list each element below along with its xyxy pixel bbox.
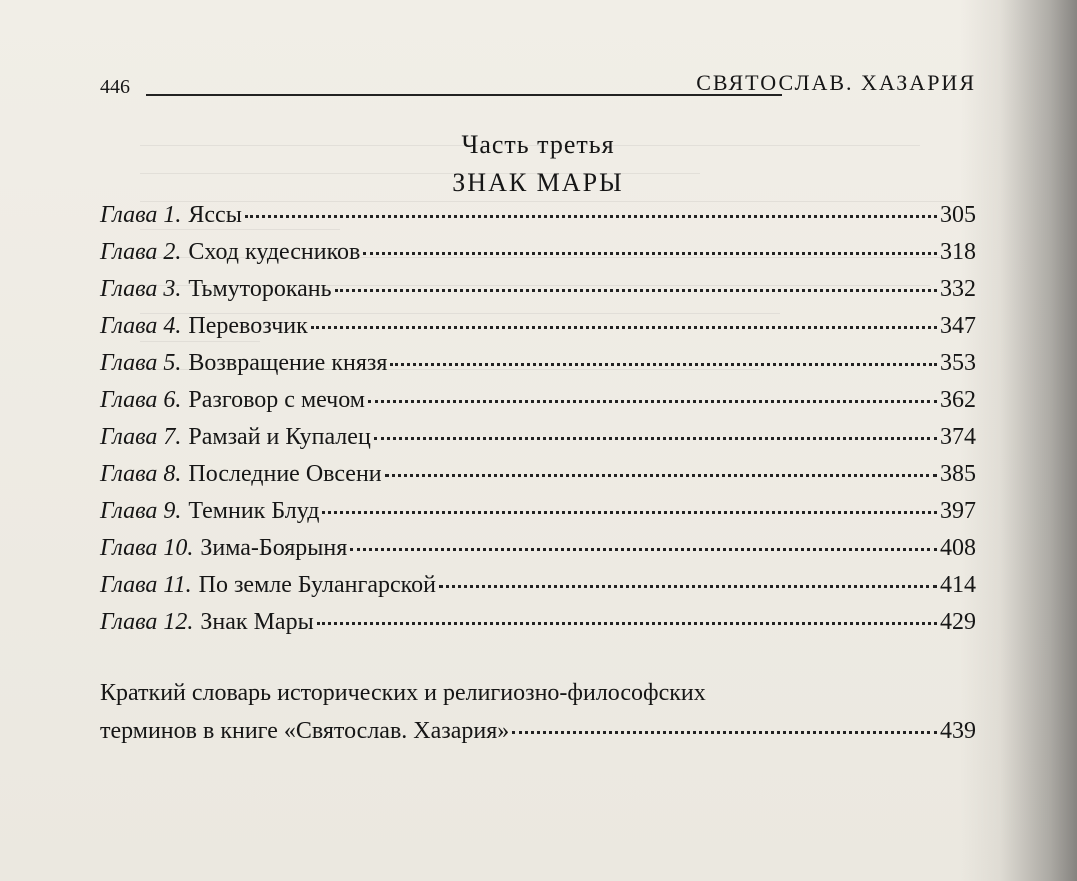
toc-entry — [100, 239, 976, 276]
dot-leader — [439, 585, 937, 588]
part-title: Часть третья — [461, 130, 615, 159]
toc-entry — [100, 535, 976, 572]
toc-entry — [100, 387, 976, 424]
chapter-label: Глава 1. — [100, 202, 182, 228]
chapter-title: Зима-Боярыня — [200, 535, 348, 561]
chapter-page: 305 — [940, 202, 976, 228]
chapter-label: Глава 4. — [100, 313, 182, 339]
chapter-title: Рамзай и Купалец — [188, 424, 371, 450]
toc-entry — [100, 609, 976, 646]
dot-leader — [385, 474, 937, 477]
dot-leader — [390, 363, 937, 366]
chapter-label: Глава 5. — [100, 350, 182, 376]
dot-leader — [374, 437, 937, 440]
table-of-contents — [100, 202, 976, 646]
part-name: ЗНАК МАРЫ — [452, 168, 624, 197]
toc-entry — [100, 424, 976, 461]
chapter-label: Глава 3. — [100, 276, 182, 302]
dot-leader — [317, 622, 937, 625]
chapter-title: Возвращение князя — [188, 350, 388, 376]
glossary-page: 439 — [940, 718, 976, 744]
page-number: 446 — [100, 76, 130, 98]
chapter-title: По земле Булангарской — [198, 572, 436, 598]
dot-leader — [311, 326, 937, 329]
chapter-label: Глава 10. — [100, 535, 194, 561]
chapter-label: Глава 12. — [100, 609, 194, 635]
toc-entry — [100, 202, 976, 239]
running-title: СВЯТОСЛАВ. ХАЗАРИЯ — [696, 70, 976, 95]
chapter-page: 397 — [940, 498, 976, 524]
glossary-title-line1: Краткий словарь исторических и религиозно-философских — [100, 680, 706, 706]
chapter-label: Глава 11. — [100, 572, 192, 598]
dot-leader — [368, 400, 937, 403]
chapter-title: Знак Мары — [200, 609, 314, 635]
chapter-page: 414 — [940, 572, 976, 598]
chapter-label: Глава 6. — [100, 387, 182, 413]
chapter-label: Глава 8. — [100, 461, 182, 487]
toc-entry — [100, 461, 976, 498]
toc-entry — [100, 350, 976, 387]
chapter-page: 362 — [940, 387, 976, 413]
chapter-title: Темник Блуд — [188, 498, 320, 524]
toc-entry — [100, 498, 976, 535]
dot-leader — [363, 252, 937, 255]
toc-entry — [100, 276, 976, 313]
dot-leader — [512, 731, 937, 734]
chapter-label: Глава 7. — [100, 424, 182, 450]
chapter-title: Разговор с мечом — [188, 387, 365, 413]
glossary-title-line2: терминов в книге «Святослав. Хазария» — [100, 718, 510, 744]
chapter-title: Яссы — [188, 202, 242, 228]
chapter-label: Глава 2. — [100, 239, 182, 265]
glossary-entry — [100, 680, 976, 756]
dot-leader — [322, 511, 937, 514]
chapter-page: 385 — [940, 461, 976, 487]
chapter-page: 374 — [940, 424, 976, 450]
page-header — [100, 68, 976, 102]
chapter-page: 347 — [940, 313, 976, 339]
toc-entry — [100, 313, 976, 350]
chapter-title: Сход кудесников — [188, 239, 361, 265]
chapter-title: Перевозчик — [188, 313, 308, 339]
chapter-page: 332 — [940, 276, 976, 302]
chapter-page: 318 — [940, 239, 976, 265]
chapter-page: 408 — [940, 535, 976, 561]
header-rule — [146, 94, 782, 96]
dot-leader — [350, 548, 937, 551]
chapter-page: 429 — [940, 609, 976, 635]
chapter-title: Последние Овсени — [188, 461, 382, 487]
glossary-title-row — [100, 718, 976, 756]
dot-leader — [245, 215, 937, 218]
dot-leader — [335, 289, 937, 292]
chapter-title: Тьмуторокань — [188, 276, 332, 302]
chapter-page: 353 — [940, 350, 976, 376]
toc-entry — [100, 572, 976, 609]
chapter-label: Глава 9. — [100, 498, 182, 524]
